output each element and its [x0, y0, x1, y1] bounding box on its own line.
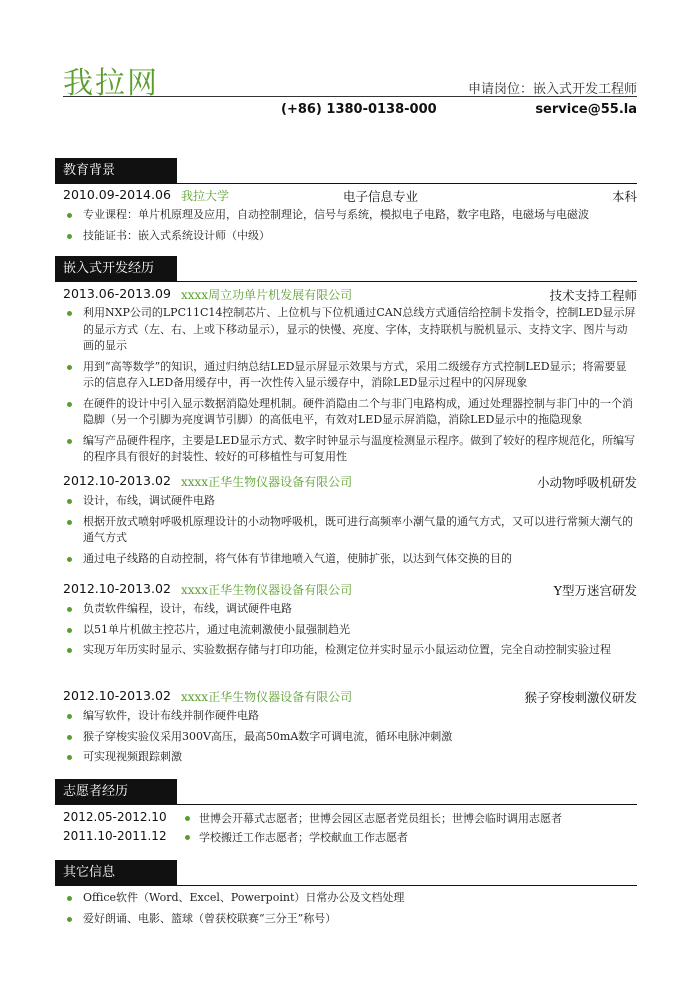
bullet-dot: [185, 835, 190, 840]
list-item: 实现万年历实时显示、实验数据存储与打印功能，检测定位并实时显示小鼠运动位置，完全自动控制实验过程: [63, 642, 637, 659]
job-row: [63, 581, 637, 599]
volunteer-text: 学校搬迁工作志愿者；学校献血工作志愿者: [199, 831, 408, 844]
bullet-dot: [67, 628, 72, 633]
job-date: 2012.10-2013.02: [63, 581, 171, 596]
bullet-dot: [67, 917, 72, 922]
job-role: 猴子穿梭刺激仪研发: [524, 690, 637, 705]
bullet-dot: [67, 714, 72, 719]
bullet-dot: [67, 365, 72, 370]
job-bullets: [63, 493, 637, 571]
candidate-name: 我拉网: [63, 66, 159, 101]
bullet-dot: [67, 520, 72, 525]
bullet-dot: [67, 311, 72, 316]
section-heading-volunteer: [55, 779, 637, 805]
phone-number: (+86) 1380-0138-000: [281, 102, 437, 117]
major: 电子信息专业: [343, 189, 419, 204]
section-rule: [177, 804, 637, 805]
education-row: [63, 187, 637, 205]
list-item: 编写产品硬件程序，主要是LED显示方式、数字时钟显示与温度检测显示程序。做到了较好的程序规范化，所编写的程序具有很好的封装性、较好的可移植性与可复用性: [63, 433, 637, 466]
school-name: 我拉大学: [181, 189, 230, 203]
bullet-dot: [67, 213, 72, 218]
section-heading-education: [55, 158, 637, 184]
bullet-dot: [67, 896, 72, 901]
bullet-dot: [67, 439, 72, 444]
job-bullets: [63, 708, 637, 770]
section-title: 嵌入式开发经历: [55, 256, 177, 282]
volunteer-row: [63, 810, 637, 828]
section-rule: [177, 183, 637, 184]
list-item: 以51单片机做主控芯片，通过电流刺激使小鼠强制趋光: [63, 622, 637, 639]
list-item: 用到“高等数学”的知识，通过归纳总结LED显示屏显示效果与方式，采用二级缓存方式控制LED显示；将需要显示的信息存入LED备用缓存中，再一次性传入显示缓存中，消除LED显示过程中的闪屏现象: [63, 359, 637, 392]
section-title: 教育背景: [55, 158, 177, 184]
job-role: 技术支持工程师: [549, 288, 637, 303]
company-name: xxxx周立功单片机发展有限公司: [181, 288, 353, 302]
volunteer-date: 2011.10-2011.12: [63, 829, 167, 843]
bullet-dot: [67, 499, 72, 504]
volunteer-row: [63, 829, 637, 847]
job-role: Y型万迷宫研发: [553, 583, 637, 598]
bullet-dot: [67, 607, 72, 612]
list-item: 专业课程：单片机原理及应用，自动控制理论，信号与系统，模拟电子电路，数字电路，电磁场与电磁波: [63, 207, 637, 224]
bullet-dot: [67, 557, 72, 562]
list-item: Office软件（Word、Excel、Powerpoint）日常办公及文档处理: [63, 890, 637, 907]
job-target: 申请岗位：嵌入式开发工程师: [467, 82, 637, 97]
job-date: 2012.10-2013.02: [63, 473, 171, 488]
job-row: [63, 688, 637, 706]
job-row: [63, 286, 637, 304]
job-row: [63, 473, 637, 491]
volunteer-text: 世博会开幕式志愿者；世博会园区志愿者党员组长；世博会临时调用志愿者: [199, 812, 562, 825]
section-title: 志愿者经历: [55, 779, 177, 805]
company-name: xxxx正华生物仪器设备有限公司: [181, 583, 353, 597]
bullet-dot: [185, 816, 190, 821]
company-name: xxxx正华生物仪器设备有限公司: [181, 475, 353, 489]
email-address: service@55.la: [535, 102, 637, 117]
job-bullets: [63, 305, 637, 470]
list-item: 在硬件的设计中引入显示数据消隐处理机制。硬件消隐由二个与非门电路构成，通过处理器控制与非门中的一个消隐脚（另一个引脚为亮度调节引脚）的高低电平，有效对LED显示屏消隐，消除LED显示中的拖隐现象: [63, 396, 637, 429]
list-item: 负责软件编程，设计，布线，调试硬件电路: [63, 601, 637, 618]
section-heading-experience: [55, 256, 637, 282]
section-rule: [177, 885, 637, 886]
list-item: 技能证书：嵌入式系统设计师（中级）: [63, 228, 637, 245]
other-bullets: [63, 890, 637, 931]
list-item: 通过电子线路的自动控制，将气体有节律地喷入气道，使肺扩张，以达到气体交换的目的: [63, 551, 637, 568]
bullet-dot: [67, 402, 72, 407]
list-item: 猴子穿梭实验仪采用300V高压，最高50mA数字可调电流，循环电脉冲刺激: [63, 729, 637, 746]
section-rule: [177, 281, 637, 282]
company-name: xxxx正华生物仪器设备有限公司: [181, 690, 353, 704]
volunteer-date: 2012.05-2012.10: [63, 810, 167, 824]
list-item: 爱好朗诵、电影、篮球（曾获校联赛“三分王”称号）: [63, 911, 637, 928]
bullet-dot: [67, 648, 72, 653]
list-item: 根据开放式喷射呼吸机原理设计的小动物呼吸机，既可进行高频率小潮气量的通气方式，又可以进行常频大潮气的通气方式: [63, 514, 637, 547]
list-item: 利用NXP公司的LPC11C14控制芯片、上位机与下位机通过CAN总线方式通信给控制卡发指令，控制LED显示屏的显示方式（左、右、上或下移动显示），显示的快慢、亮度、字体，支持联机与脱机显示、支持文字、图片与动画的显示: [63, 305, 637, 355]
section-heading-other: [55, 860, 637, 886]
header-divider: [63, 96, 637, 97]
bullet-dot: [67, 755, 72, 760]
job-date: 2013.06-2013.09: [63, 286, 171, 301]
job-bullets: [63, 601, 637, 663]
section-title: 其它信息: [55, 860, 177, 886]
job-role: 小动物呼吸机研发: [536, 475, 637, 490]
education-date: 2010.09-2014.06: [63, 187, 171, 202]
education-bullets: [63, 207, 637, 248]
bullet-dot: [67, 735, 72, 740]
job-date: 2012.10-2013.02: [63, 688, 171, 703]
degree: 本科: [611, 189, 637, 204]
bullet-dot: [67, 234, 72, 239]
list-item: 可实现视频跟踪刺激: [63, 749, 637, 766]
list-item: 设计，布线，调试硬件电路: [63, 493, 637, 510]
list-item: 编写软件，设计布线并制作硬件电路: [63, 708, 637, 725]
